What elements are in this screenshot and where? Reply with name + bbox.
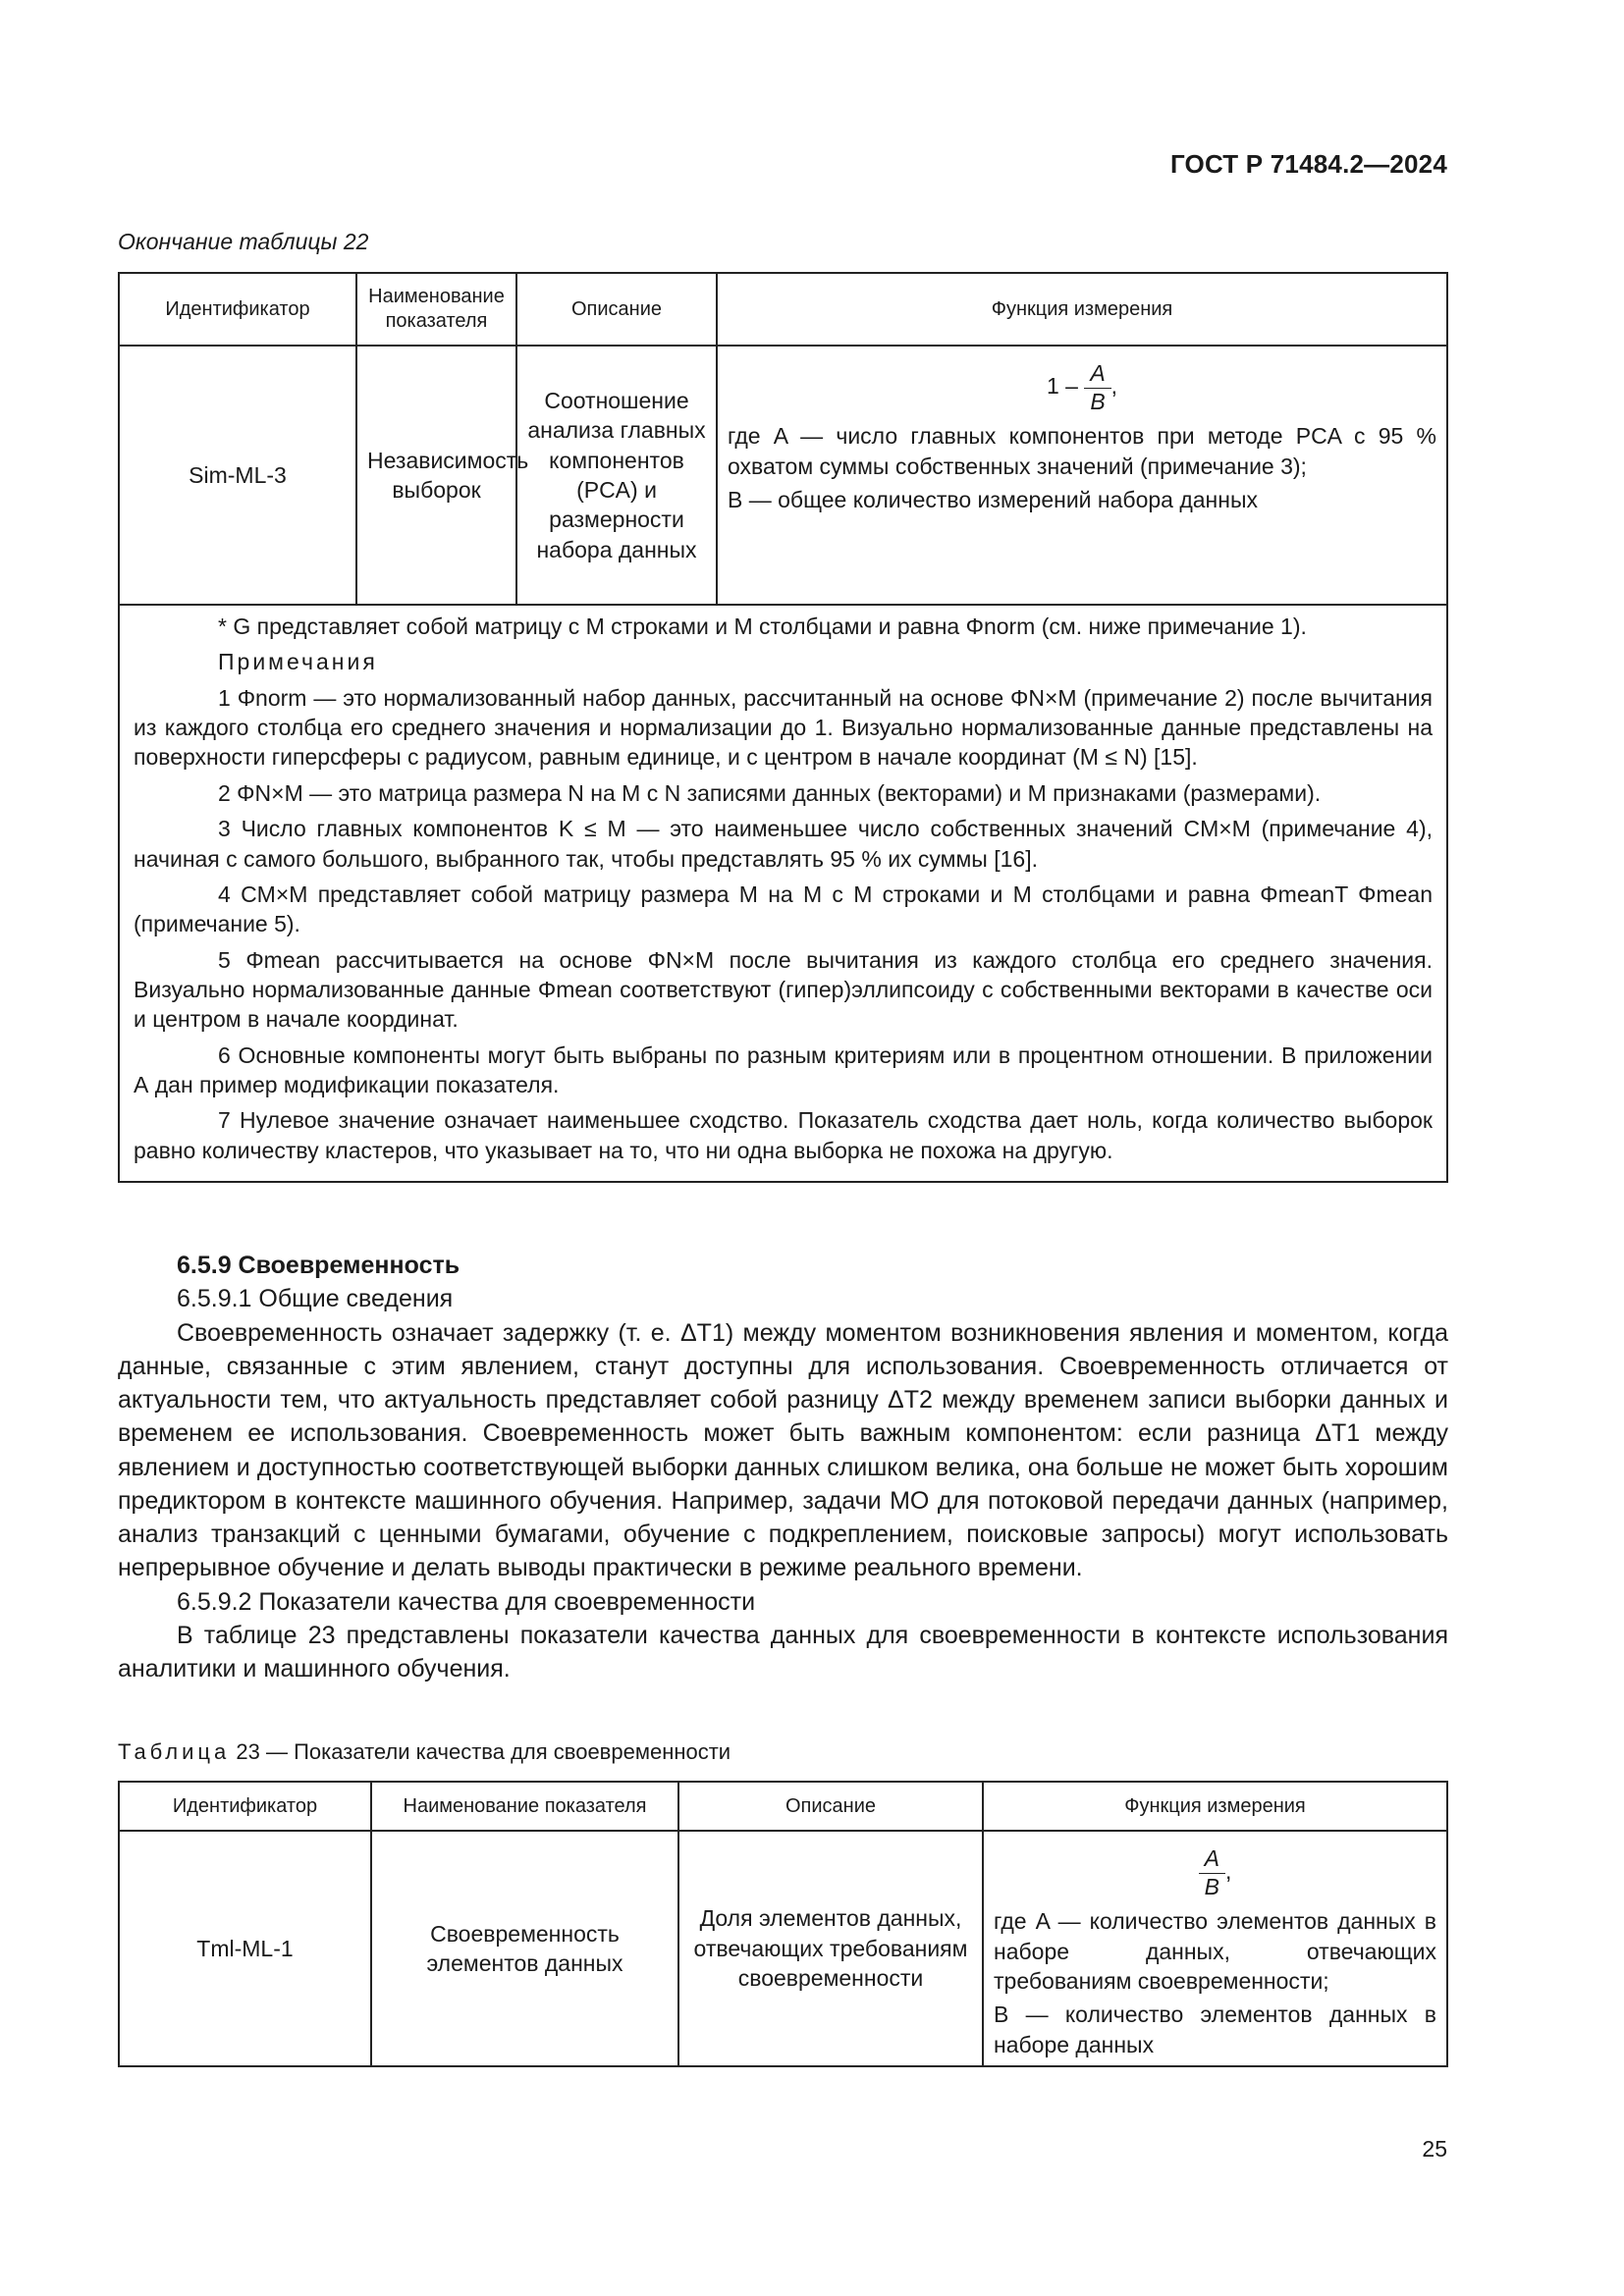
- paragraph-general: Своевременность означает задержку (т. е. ΔT1) между моментом возникновения явления и моментом, когда данные, связанные с этим явлением, станут доступны для использования. Своевременность отличается от актуальности тем, что актуальность представляет собой разницу ΔT2 между временем записи выборки данных и временем ее использования. Своевременность может быть важным компонентом: если разница ΔT1 между явлением и доступностью соответствующей выборки данных слишком велика, она больше не может быть хорошим предиктором в контексте машинного обучения. Например, задачи МО для потоковой передачи данных (например, анализ транзакций с ценными бумагами, обучение с подкреплением, поисковые запросы) могут использовать непрерывное обучение и делать выводы практически в режиме реального времени.: [118, 1318, 1448, 1582]
- header-measurement-function: Функция измерения: [717, 273, 1447, 346]
- table22-notes-row: [119, 605, 1447, 1182]
- table23-caption: [118, 1739, 731, 1765]
- fraction-denominator: B: [1090, 388, 1106, 414]
- note-5: 5 Φmean рассчитывается на основе ΦN×M после вычитания из каждого столбца его среднего значения. Визуально нормализованные данные Φmean соответствуют (гипер)эллипсоиду с собственными векторами в качестве оси и центром в начале координат.: [134, 946, 1433, 1033]
- paragraph-indicators: В таблице 23 представлены показатели качества данных для своевременности в контексте использования аналитики и машинного обучения.: [118, 1621, 1448, 1682]
- section-timeliness: [118, 1249, 1448, 1685]
- fraction: [1199, 1845, 1225, 1900]
- section-heading: 6.5.9 Своевременность: [177, 1252, 460, 1279]
- table-row: [119, 346, 1447, 605]
- header-description: Описание: [678, 1782, 983, 1831]
- note-2: 2 ΦN×M — это матрица размера N на M с N записями данных (векторами) и M признаками (размерами).: [218, 779, 1322, 806]
- table-22: [118, 272, 1448, 1183]
- table23-caption-label: Таблица: [118, 1739, 231, 1764]
- subsection-general-heading: 6.5.9.1 Общие сведения: [177, 1285, 454, 1313]
- header-identifier: Идентификатор: [119, 273, 356, 346]
- row-description: Соотношение анализа главных компонентов (PCA) и размерности набора данных: [516, 346, 717, 605]
- header-indicator-name: Наименование показателя: [356, 273, 516, 346]
- fraction-numerator: A: [1084, 360, 1110, 389]
- row-identifier: Sim-ML-3: [119, 346, 356, 605]
- row-indicator-name: Независимость выборок: [356, 346, 516, 605]
- table23-header-row: [119, 1782, 1447, 1831]
- formula-prefix: 1 –: [1046, 373, 1078, 400]
- note-3: 3 Число главных компонентов K ≤ M — это наименьшее число собственных значений CM×M (примечание 4), начиная с самого большого, выбранного так, чтобы представлять 95 % их суммы [16].: [134, 816, 1433, 872]
- where-b-text: B — общее количество измерений набора данных: [728, 486, 1258, 512]
- page-number: 25: [1422, 2136, 1447, 2162]
- row-identifier: Tml-ML-1: [119, 1831, 371, 2066]
- fraction: [1084, 360, 1110, 415]
- fraction-numerator: A: [1199, 1845, 1225, 1874]
- formula-suffix: ,: [1224, 1858, 1232, 1885]
- header-description: Описание: [516, 273, 717, 346]
- header-identifier: Идентификатор: [119, 1782, 371, 1831]
- notes-cell: [119, 605, 1447, 1182]
- formula: [994, 1845, 1436, 1900]
- table-row: [119, 1831, 1447, 2066]
- row-measurement-function: [983, 1831, 1447, 2066]
- document-code: ГОСТ Р 71484.2—2024: [1169, 149, 1447, 179]
- table22-header-row: [119, 273, 1447, 346]
- where-b-text: B — количество элементов данных в наборе данных: [994, 2002, 1436, 2057]
- formula: [728, 360, 1436, 415]
- fraction-denominator: B: [1204, 1873, 1219, 1899]
- note-1: 1 Φnorm — это нормализованный набор данных, рассчитанный на основе ΦN×M (примечание 2) после вычитания из каждого столбца его среднего значения и нормализации до 1. Визуально нормализованные данные представлены на поверхности гиперсферы с радиусом, равным единице, и с центром в начале координат (M ≤ N) [15].: [134, 684, 1433, 771]
- where-a-text: где A — число главных компонентов при методе PCA с 95 % охватом суммы собственных значений (примечание 3);: [728, 423, 1436, 479]
- note-6: 6 Основные компоненты могут быть выбраны по разным критериям или в процентном отношении. В приложении А дан пример модификации показателя.: [134, 1041, 1433, 1098]
- header-measurement-function: Функция измерения: [983, 1782, 1447, 1831]
- row-indicator-name: Своевременность элементов данных: [371, 1831, 678, 2066]
- header-indicator-name: Наименование показателя: [371, 1782, 678, 1831]
- where-a-text: где A — количество элементов данных в наборе данных, отвечающих требованиям своевременности;: [994, 1908, 1436, 1994]
- table22-continuation-caption: Окончание таблицы 22: [118, 229, 369, 254]
- note-7: 7 Нулевое значение означает наименьшее сходство. Показатель сходства дает ноль, когда количество выборок равно количеству кластеров, что указывает на то, что ни одна выборка не похожа на другую.: [134, 1107, 1433, 1163]
- table-23: [118, 1781, 1448, 2067]
- subsection-indicators-heading: 6.5.9.2 Показатели качества для своевременности: [177, 1587, 756, 1616]
- note-4: 4 CM×M представляет собой матрицу размера M на M с M строками и M столбцами и равна ΦmeanT Φmean (примечание 5).: [134, 881, 1433, 937]
- footnote: * G представляет собой матрицу с M строками и M столбцами и равна Φnorm (см. ниже примечание 1).: [218, 614, 1307, 639]
- row-measurement-function: [717, 346, 1447, 605]
- notes-title: Примечания: [218, 649, 378, 675]
- formula-suffix: ,: [1110, 373, 1118, 400]
- row-description: Доля элементов данных, отвечающих требованиям своевременности: [678, 1831, 983, 2066]
- table23-caption-text: 23 — Показатели качества для своевременности: [236, 1739, 731, 1764]
